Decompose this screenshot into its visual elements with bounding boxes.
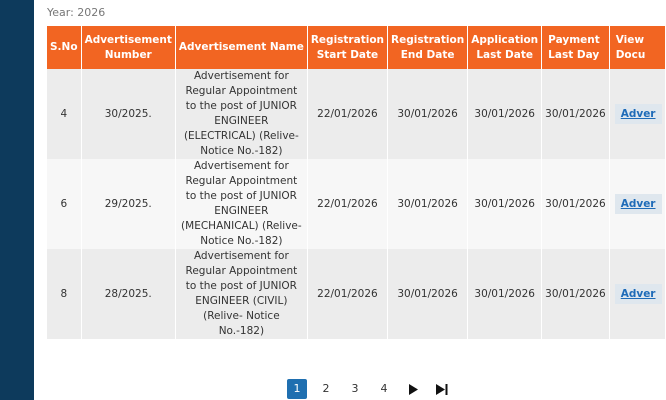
cell-app-last: 30/01/2026 [468, 159, 542, 249]
cell-pay-last: 30/01/2026 [542, 249, 610, 339]
main-content [34, 0, 656, 400]
cell-sno: 6 [47, 159, 81, 249]
advertisement-table-container [47, 26, 656, 339]
advertisement-doc-link[interactable]: Adver [615, 284, 662, 304]
page-3-button[interactable]: 3 [351, 382, 359, 395]
cell-adv-name: Advertisement for Regular Appointment to the post of JUNIOR ENGINEER (CIVIL) (Relive- Notice No.-182) [175, 249, 307, 339]
cell-pay-last: 30/01/2026 [542, 69, 610, 159]
cell-app-last: 30/01/2026 [468, 249, 542, 339]
header-view-doc: View Docu [609, 26, 665, 69]
cell-view-doc [609, 159, 665, 249]
page-2-button[interactable]: 2 [322, 382, 330, 395]
cell-app-last: 30/01/2026 [468, 69, 542, 159]
header-reg-start: Registration Start Date [307, 26, 387, 69]
header-pay-last: Payment Last Day [542, 26, 610, 69]
cell-view-doc [609, 69, 665, 159]
last-page-icon[interactable] [432, 379, 452, 399]
table-row [47, 69, 665, 159]
pagination [287, 379, 461, 399]
cell-reg-start: 22/01/2026 [307, 69, 387, 159]
page-4-button[interactable]: 4 [380, 382, 388, 395]
year-label: Year: 2026 [47, 6, 106, 19]
table-row [47, 249, 665, 339]
cell-sno: 8 [47, 249, 81, 339]
cell-adv-number: 30/2025. [81, 69, 175, 159]
cell-reg-end: 30/01/2026 [388, 159, 468, 249]
advertisement-table [47, 26, 666, 339]
cell-pay-last: 30/01/2026 [542, 159, 610, 249]
cell-reg-end: 30/01/2026 [388, 69, 468, 159]
cell-adv-number: 29/2025. [81, 159, 175, 249]
advertisement-doc-link[interactable]: Adver [615, 194, 662, 214]
cell-reg-start: 22/01/2026 [307, 159, 387, 249]
header-reg-end: Registration End Date [388, 26, 468, 69]
cell-adv-name: Advertisement for Regular Appointment to the post of JUNIOR ENGINEER (MECHANICAL) (Relive- Notice No.-182) [175, 159, 307, 249]
cell-reg-end: 30/01/2026 [388, 249, 468, 339]
left-sidebar [0, 0, 34, 400]
cell-adv-number: 28/2025. [81, 249, 175, 339]
next-icon[interactable] [403, 379, 423, 399]
table-row [47, 159, 665, 249]
table-header-row [47, 26, 665, 69]
cell-adv-name: Advertisement for Regular Appointment to the post of JUNIOR ENGINEER (ELECTRICAL) (Relive- Notice No.-182) [175, 69, 307, 159]
page-1-button[interactable]: 1 [287, 379, 307, 399]
header-adv-name: Advertisement Name [175, 26, 307, 69]
header-adv-number: Advertisement Number [81, 26, 175, 69]
header-app-last: Application Last Date [468, 26, 542, 69]
advertisement-doc-link[interactable]: Adver [615, 104, 662, 124]
cell-sno: 4 [47, 69, 81, 159]
cell-view-doc [609, 249, 665, 339]
cell-reg-start: 22/01/2026 [307, 249, 387, 339]
header-sno: S.No [47, 26, 81, 69]
